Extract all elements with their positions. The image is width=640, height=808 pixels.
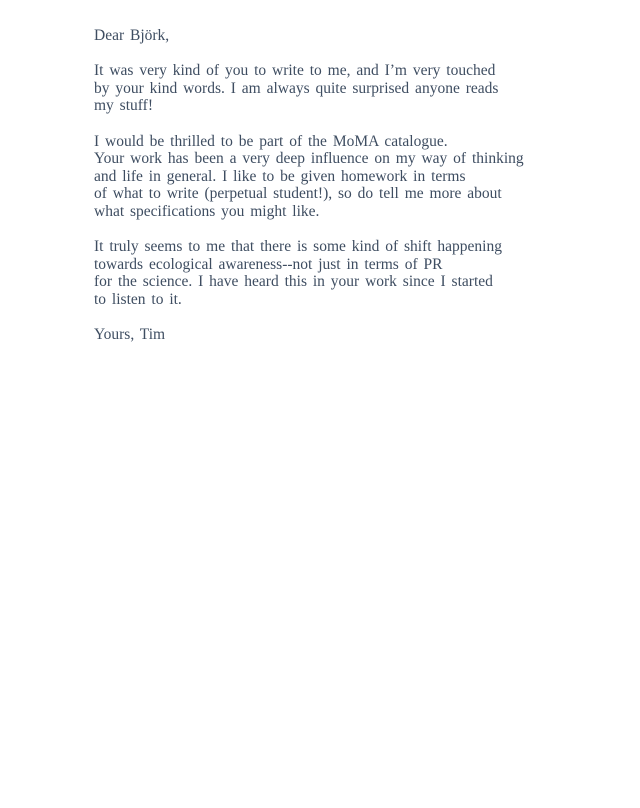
signoff-text: Yours, Tim xyxy=(94,326,166,344)
letter-body xyxy=(94,27,564,344)
paragraph-3 xyxy=(94,238,564,308)
letter-line: what specifications you might like. xyxy=(94,202,320,220)
paragraph-2 xyxy=(94,133,564,221)
paragraph-1 xyxy=(94,62,564,115)
salutation-text: Dear Björk, xyxy=(94,27,170,44)
letter-line: I would be thrilled to be part of the MoMA catalogue. xyxy=(94,132,448,150)
letter-line: It was very kind of you to write to me, and I’m very touched xyxy=(94,62,496,80)
letter-line: Your work has been a very deep influence on my way of thinking xyxy=(94,150,524,168)
letter-line: to listen to it. xyxy=(94,290,182,308)
letter-line: towards ecological awareness--not just in terms of PR xyxy=(94,255,443,273)
letter-line: and life in general. I like to be given homework in terms xyxy=(94,167,466,185)
salutation xyxy=(94,27,564,45)
letter-line: my stuff! xyxy=(94,97,153,115)
letter-line: for the science. I have heard this in your work since I started xyxy=(94,273,493,291)
letter-line: It truly seems to me that there is some kind of shift happening xyxy=(94,238,502,256)
signoff xyxy=(94,326,564,344)
letter-line: by your kind words. I am always quite surprised anyone reads xyxy=(94,79,499,97)
letter-line: of what to write (perpetual student!), so do tell me more about xyxy=(94,185,502,203)
